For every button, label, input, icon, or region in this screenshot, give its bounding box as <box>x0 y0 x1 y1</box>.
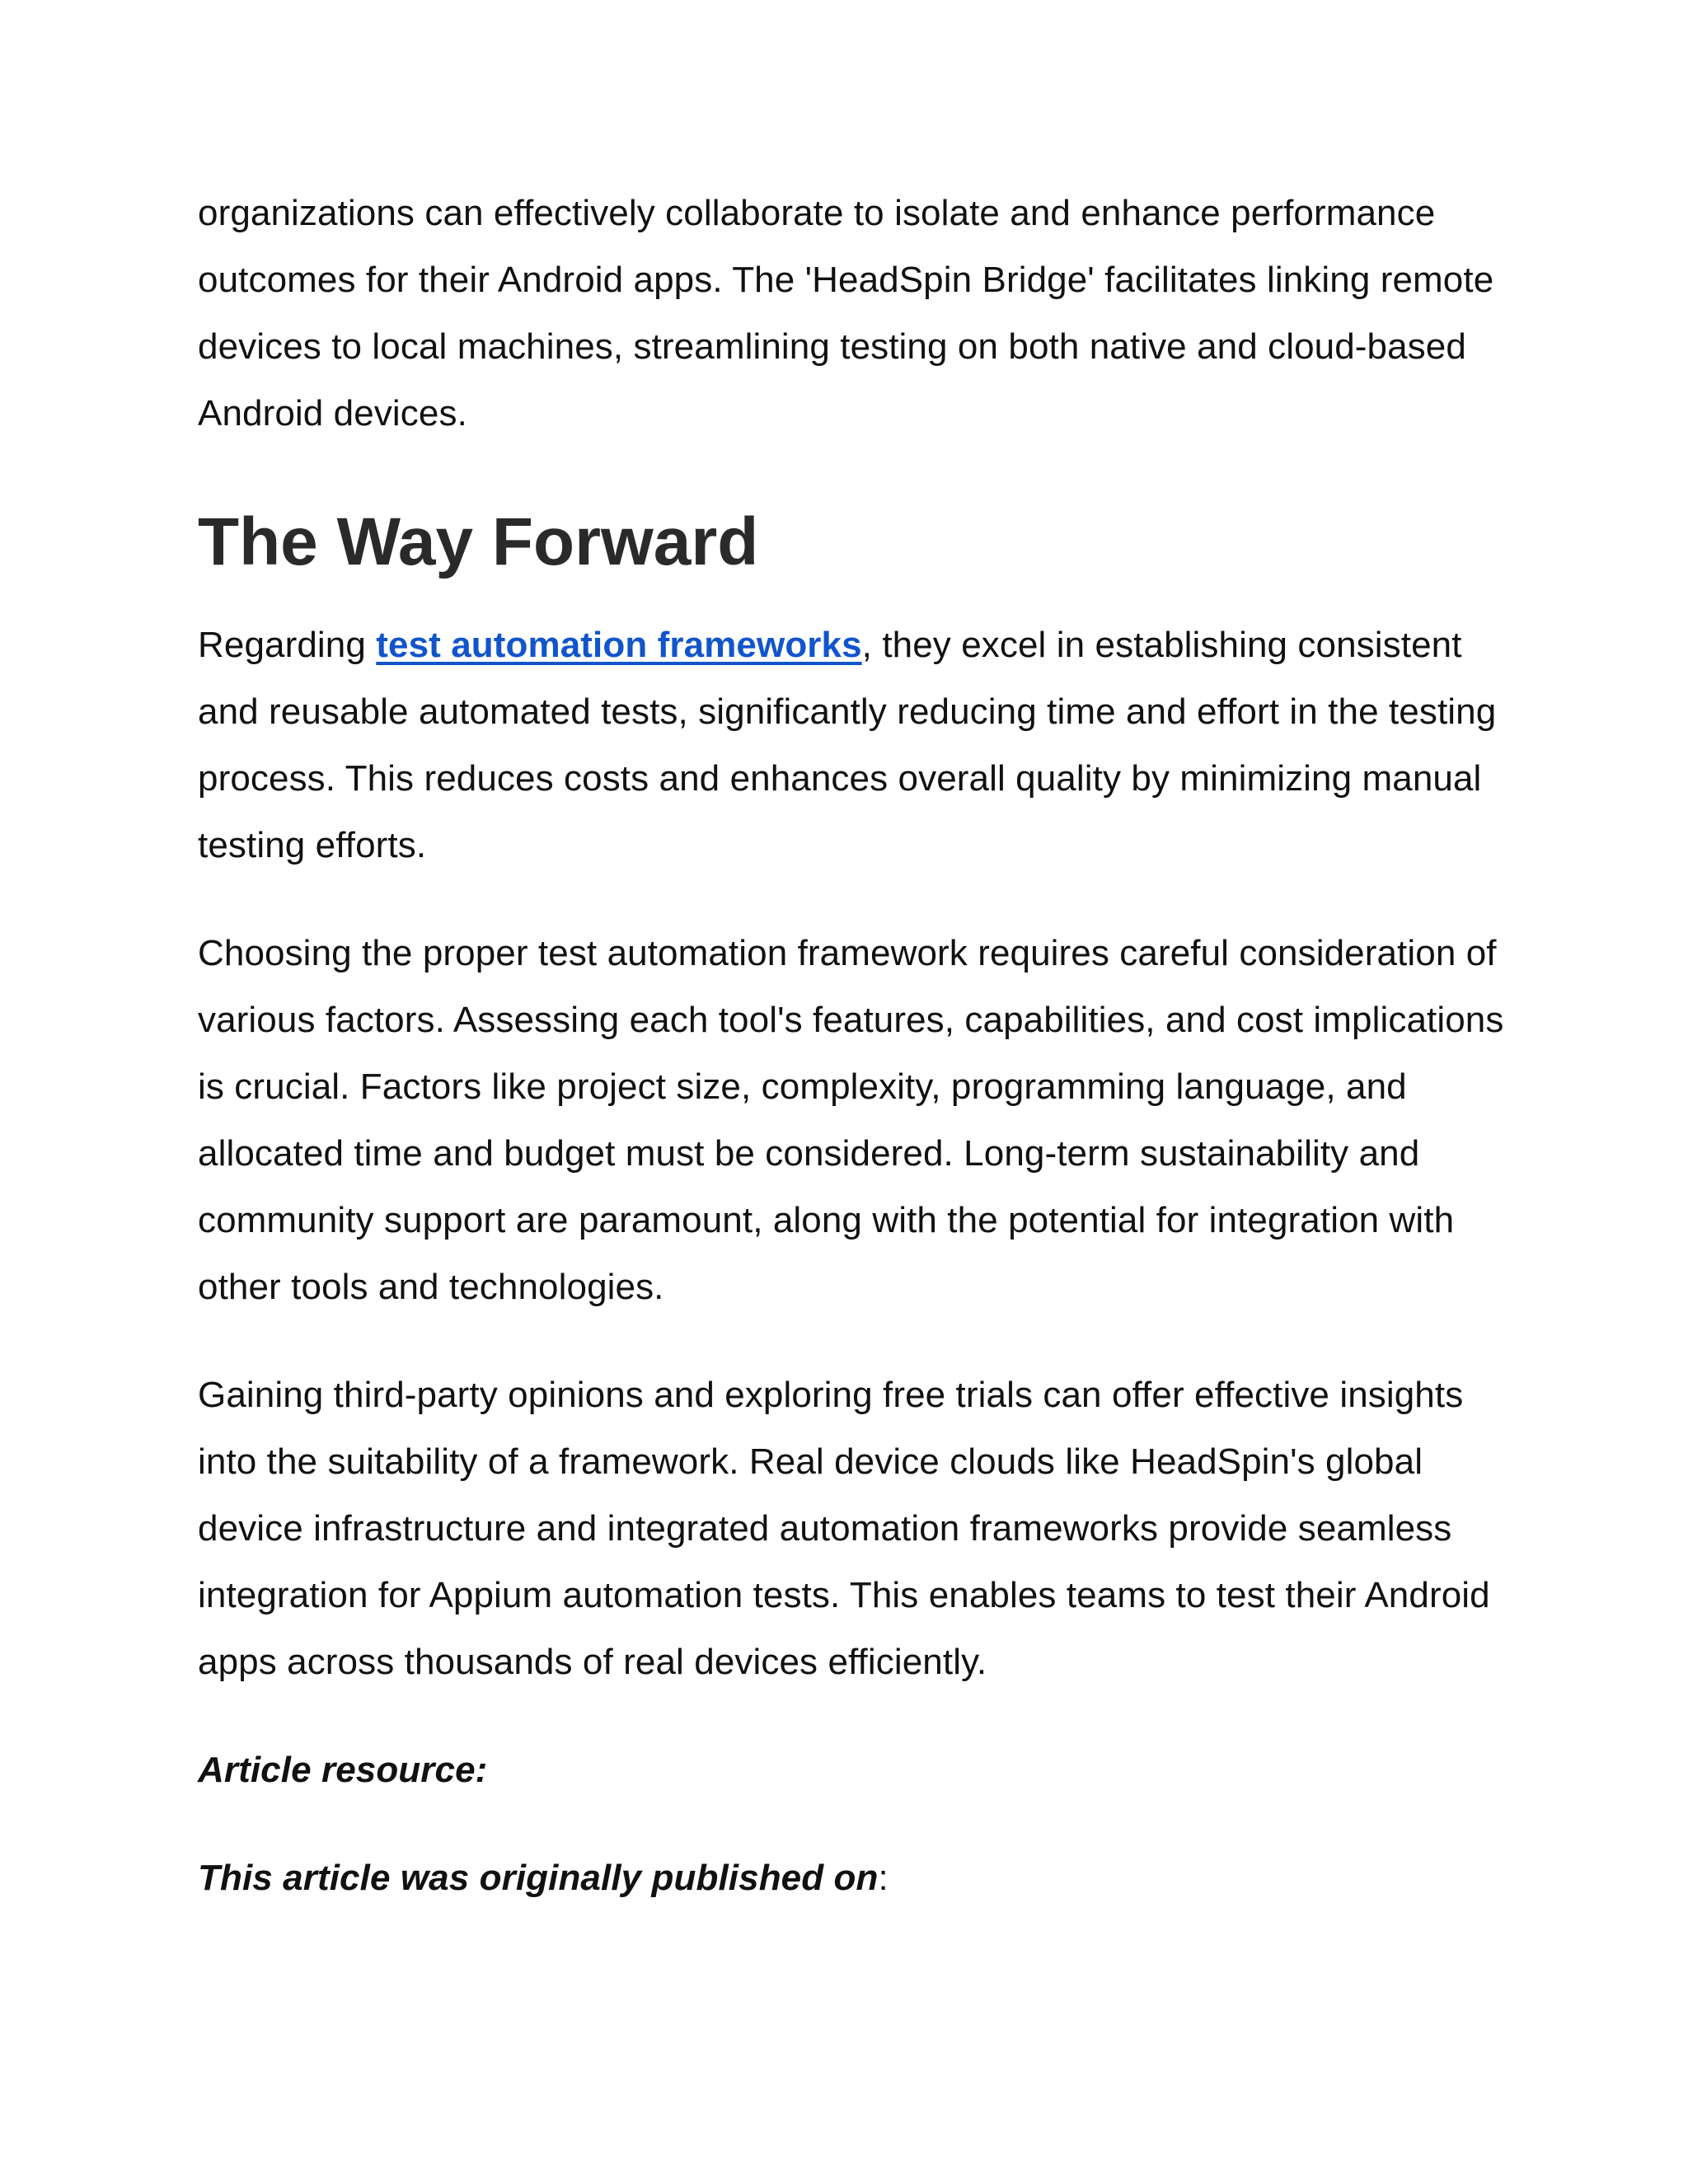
paragraph-rest-text: , they excel in establishing consistent and reusable automated tests, significantly reducing time and effort in the testing process. This reduces costs and enhances overall quality by minimizing manual testing efforts. <box>198 625 1497 865</box>
published-on-colon: : <box>878 1858 889 1898</box>
paragraph-lead-text: Regarding <box>198 625 377 665</box>
intro-paragraph: organizations can effectively collaborate to isolate and enhance performance outcomes for their Android apps. The 'HeadSpin Bridge' facilitates linking remote devices to local machines, streamlining testing on both native and cloud-based Android devices. <box>198 193 1494 434</box>
article-resource-label <box>198 1736 1517 1803</box>
document-page <box>198 180 1517 1911</box>
paragraph-choosing: Choosing the proper test automation framework requires careful consideration of various factors. Assessing each tool's features, capabilities, and cost implications is crucial. Factors like project size, complexity, programming language, and allocated time and budget must be considered. Long-term sustainability and community support are paramount, along with the potential for integration with other tools and technologies. <box>198 933 1504 1307</box>
paragraph-third-party: Gaining third-party opinions and exploring free trials can offer effective insights into the suitability of a framework. Real device clouds like HeadSpin's global device infrastructure and integrated automation frameworks provide seamless integration for Appium automation tests. This enables teams to test their Android apps across thousands of real devices efficiently. <box>198 1375 1490 1682</box>
section-heading: The Way Forward <box>198 504 759 579</box>
published-on-text: This article was originally published on <box>198 1858 879 1898</box>
paragraph-frameworks <box>198 612 1517 879</box>
published-on-line <box>198 1844 1517 1911</box>
article-resource-text: Article resource: <box>198 1750 488 1790</box>
test-automation-frameworks-link[interactable]: test automation frameworks <box>376 625 862 665</box>
